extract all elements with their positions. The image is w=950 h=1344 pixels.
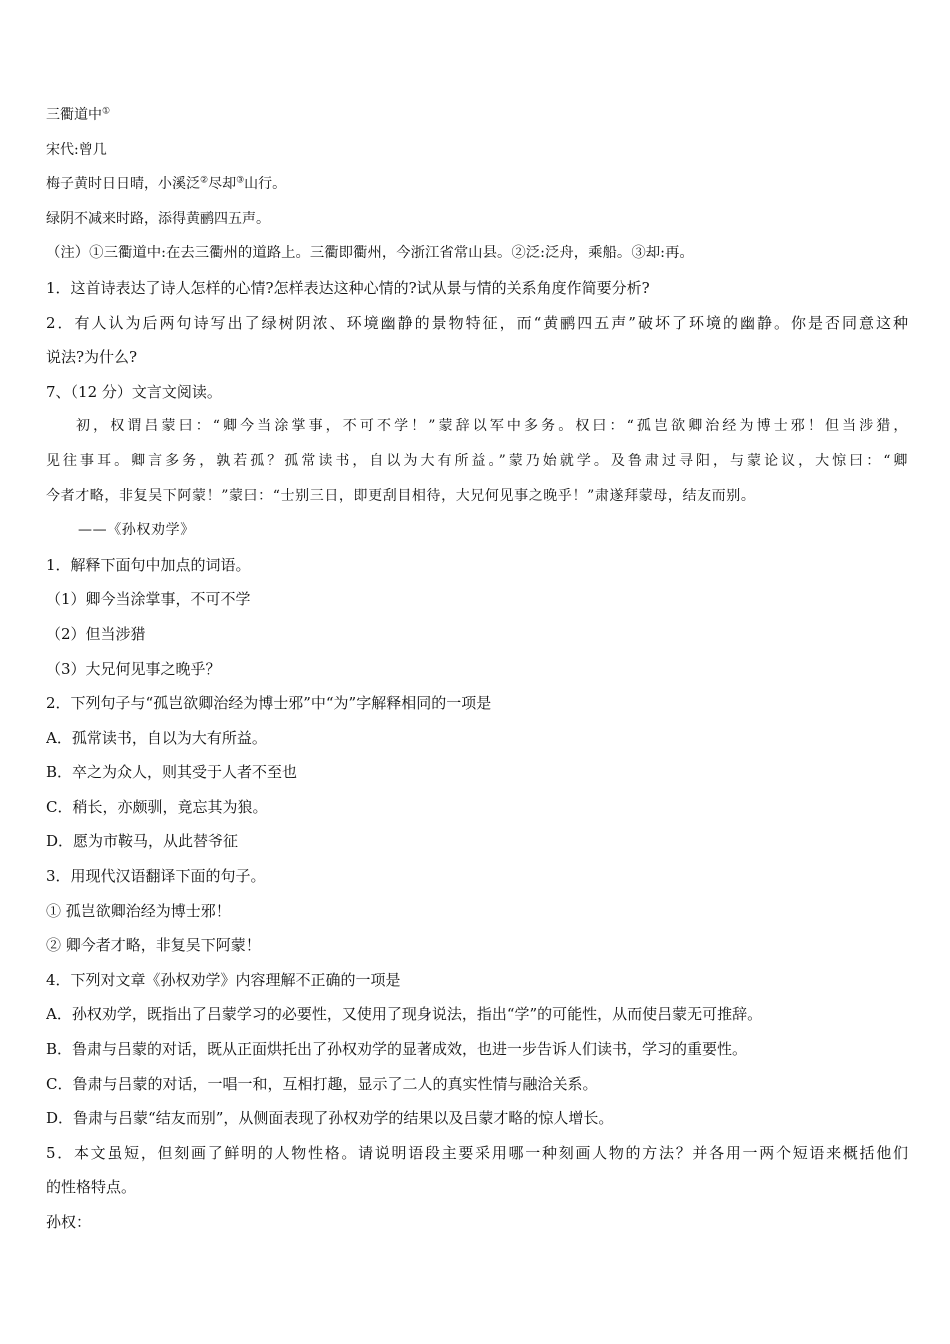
poem-question-1: 1．这首诗表达了诗人怎样的心情?怎样表达这种心情的?试从景与情的关系角度作简要分析? (46, 278, 650, 297)
question-4: 4．下列对文章《孙权劝学》内容理解不正确的一项是 (46, 970, 401, 989)
passage-source: ——《孙权劝学》 (78, 522, 195, 539)
passage-line-2: 见往事耳。卿言多务，孰若孤？孤常读书，自以为大有所益。”蒙乃始就学。及鲁肃过寻阳，与蒙论议，大惊曰：“卿 (46, 452, 908, 469)
poem-annotation: （注）①三衢道中:在去三衢州的道路上。三衢即衢州，今浙江省常山县。②泛:泛舟，乘船。③却:再。 (46, 245, 694, 262)
question-4-option-c: C．鲁肃与吕蒙的对话，一唱一和，互相打趣，显示了二人的真实性情与融洽关系。 (46, 1074, 598, 1093)
passage-line-1: 初，权谓吕蒙曰：“卿今当涂掌事，不可不学！”蒙辞以军中多务。权曰：“孤岂欲卿治经为博士邪！但当涉猎， (76, 418, 908, 435)
document-page (46, 98, 908, 1240)
question-1-item-1: （1）卿今当涂掌事，不可不学 (46, 590, 251, 609)
question-1-item-3: （3）大兄何见事之晚乎？ (46, 659, 221, 678)
question-5-answer-label: 孙权： (46, 1213, 92, 1231)
question-2: 2．下列句子与“孤岂欲卿治经为博士邪”中“为”字解释相同的一项是 (46, 694, 492, 713)
poem-line-1-part-c: 山行。 (244, 176, 287, 193)
poem-line-1 (46, 167, 908, 202)
poem-title (46, 98, 908, 133)
poem-line-1-part-a: 梅子黄时日日晴，小溪泛 (46, 176, 200, 193)
question-1: 1．解释下面句中加点的词语。 (46, 555, 251, 574)
poem-line-1-part-b: 尽却 (208, 176, 237, 193)
poem-line-2: 绿阴不减来时路，添得黄鹂四五声。 (46, 210, 270, 227)
footnote-marker: ② (200, 175, 209, 186)
section-7-heading: 7、（12 分）文言文阅读。 (46, 382, 222, 401)
poem-question-2-line-2: 说法?为什么? (46, 348, 138, 367)
passage-line-3: 今者才略，非复吴下阿蒙！”蒙曰：“士别三日，即更刮目相待，大兄何见事之晚乎！”肃遂拜蒙母，结友而别。 (46, 487, 756, 504)
poem-author: 宋代:曾几 (46, 141, 107, 158)
question-2-option-d: D．愿为市鞍马，从此替爷征 (46, 832, 239, 851)
question-2-option-c: C．稍长，亦颇驯，竟忘其为狼。 (46, 797, 268, 816)
footnote-marker: ③ (236, 175, 245, 186)
question-3: 3．用现代汉语翻译下面的句子。 (46, 867, 266, 886)
footnote-marker: ① (102, 106, 111, 117)
poem-title-text: 三衢道中 (46, 107, 102, 123)
poem-question-2-line-1: 2．有人认为后两句诗写出了绿树阴浓、环境幽静的景物特征，而“黄鹂四五声”破坏了环境的幽静。你是否同意这种 (46, 313, 908, 332)
question-1-item-2: （2）但当涉猎 (46, 624, 146, 643)
question-4-option-a: A．孙权劝学，既指出了吕蒙学习的必要性，又使用了现身说法，指出“学”的可能性，从而使吕蒙无可推辞。 (46, 1005, 763, 1024)
question-4-option-b: B．鲁肃与吕蒙的对话，既从正面烘托出了孙权劝学的显著成效，也进一步告诉人们读书，学习的重要性。 (46, 1040, 748, 1059)
question-5-line-1: 5．本文虽短，但刻画了鲜明的人物性格。请说明语段主要采用哪一种刻画人物的方法？并各用一两个短语来概括他们 (46, 1143, 908, 1162)
question-3-item-1: ① 孤岂欲卿治经为博士邪！ (46, 901, 231, 920)
question-4-option-d: D．鲁肃与吕蒙“结友而别”，从侧面表现了孙权劝学的结果以及吕蒙才略的惊人增长。 (46, 1109, 614, 1128)
question-2-option-a: A．孤常读书，自以为大有所益。 (46, 728, 267, 747)
question-5-line-2: 的性格特点。 (46, 1178, 137, 1197)
question-2-option-b: B．卒之为众人，则其受于人者不至也 (46, 763, 298, 782)
question-3-item-2: ② 卿今者才略，非复吴下阿蒙！ (46, 936, 261, 955)
